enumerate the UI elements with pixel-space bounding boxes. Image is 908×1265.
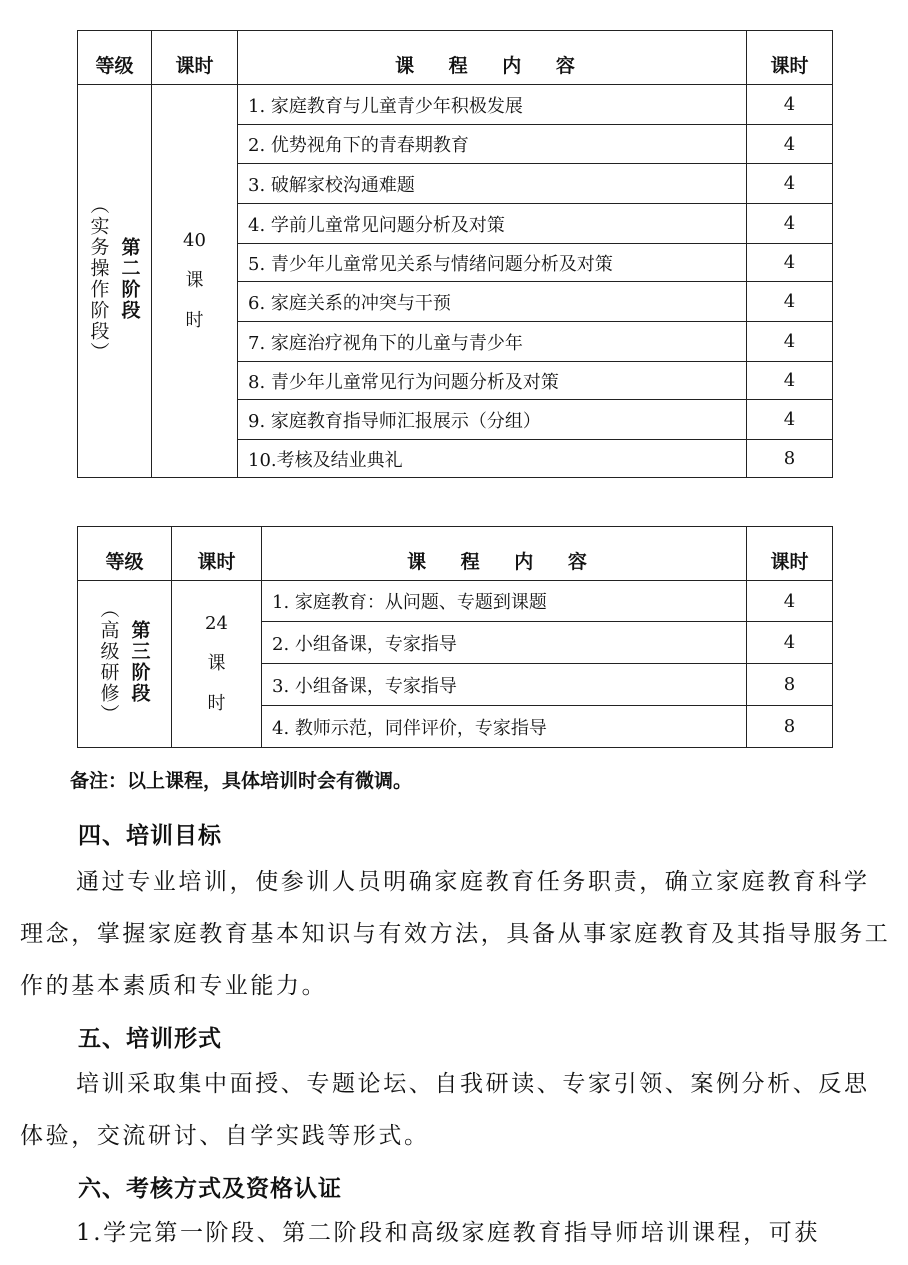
stage-three-course-table [77, 526, 833, 748]
note: 备注：以上课程，具体培训时会有微调。 [70, 770, 413, 792]
table-header-row [78, 31, 833, 85]
stage-label-cell [78, 85, 152, 478]
header-hours: 课时 [172, 527, 262, 581]
total-hours-unit-1: 课 [207, 653, 226, 674]
table-row [78, 581, 833, 622]
header-hours: 课时 [152, 31, 238, 85]
course-name: 4. 教师示范，同伴评价，专家指导 [262, 706, 747, 748]
section-paragraph: 1.学完第一阶段、第二阶段和高级家庭教育指导师培训课程，可获 [76, 1220, 820, 1246]
stage-label: 第二阶段 [118, 237, 141, 321]
course-name: 6. 家庭关系的冲突与干预 [238, 282, 747, 322]
course-name: 2. 小组备课，专家指导 [262, 622, 747, 664]
course-name: 1. 家庭教育：从问题、专题到课题 [262, 581, 747, 622]
total-hours-unit-2: 时 [185, 310, 204, 331]
table-row [78, 85, 833, 125]
header-content: 课 程 内 容 [238, 31, 747, 85]
stage-total-hours [172, 581, 262, 748]
table-header-row [78, 527, 833, 581]
header-level: 等级 [78, 527, 172, 581]
stage-two-course-table [77, 30, 833, 478]
total-hours-number: 24 [205, 613, 228, 634]
course-hours: 4 [747, 400, 833, 440]
course-hours: 4 [747, 85, 833, 125]
section-paragraph: 通过专业培训，使参训人员明确家庭教育任务职责，确立家庭教育科学理念，掌握家庭教育基本知识与有效方法，具备从事家庭教育及其指导服务工作的基本素质和专业能力。 [20, 869, 891, 999]
section-heading: 四、培训目标 [78, 823, 222, 849]
header-level: 等级 [78, 31, 152, 85]
course-hours: 4 [747, 282, 833, 322]
stage-label-cell [78, 581, 172, 748]
total-hours-unit-1: 课 [185, 270, 204, 291]
stage-label: 第三阶段 [128, 620, 151, 704]
header-course-hours: 课时 [747, 527, 833, 581]
course-name: 7. 家庭治疗视角下的儿童与青少年 [238, 322, 747, 362]
course-name: 4. 学前儿童常见问题分析及对策 [238, 204, 747, 244]
course-name: 9. 家庭教育指导师汇报展示（分组） [238, 400, 747, 440]
course-hours: 4 [747, 204, 833, 244]
course-name: 1. 家庭教育与儿童青少年积极发展 [238, 85, 747, 125]
header-course-hours: 课时 [747, 31, 833, 85]
course-hours: 8 [747, 664, 833, 706]
section-heading: 五、培训形式 [78, 1026, 222, 1052]
stage-total-hours [152, 85, 238, 478]
course-name: 10.考核及结业典礼 [238, 440, 747, 478]
course-hours: 4 [747, 322, 833, 362]
section-paragraph: 培训采取集中面授、专题论坛、自我研读、专家引领、案例分析、反思体验，交流研讨、自学实践等形式。 [20, 1071, 870, 1149]
stage-sublabel: （高级研修） [97, 599, 120, 725]
course-hours: 4 [747, 164, 833, 204]
stage-sublabel: （实务操作阶段） [87, 195, 110, 363]
course-hours: 4 [747, 622, 833, 664]
course-hours: 4 [747, 125, 833, 164]
total-hours-number: 40 [183, 230, 206, 251]
course-hours: 4 [747, 581, 833, 622]
header-content: 课 程 内 容 [262, 527, 747, 581]
course-hours: 8 [747, 440, 833, 478]
course-name: 8. 青少年儿童常见行为问题分析及对策 [238, 362, 747, 400]
section-heading: 六、考核方式及资格认证 [78, 1176, 342, 1202]
course-name: 3. 小组备课，专家指导 [262, 664, 747, 706]
course-name: 3. 破解家校沟通难题 [238, 164, 747, 204]
total-hours-unit-2: 时 [207, 693, 226, 714]
course-hours: 8 [747, 706, 833, 748]
course-name: 5. 青少年儿童常见关系与情绪问题分析及对策 [238, 244, 747, 282]
course-hours: 4 [747, 362, 833, 400]
course-name: 2. 优势视角下的青春期教育 [238, 125, 747, 164]
course-hours: 4 [747, 244, 833, 282]
